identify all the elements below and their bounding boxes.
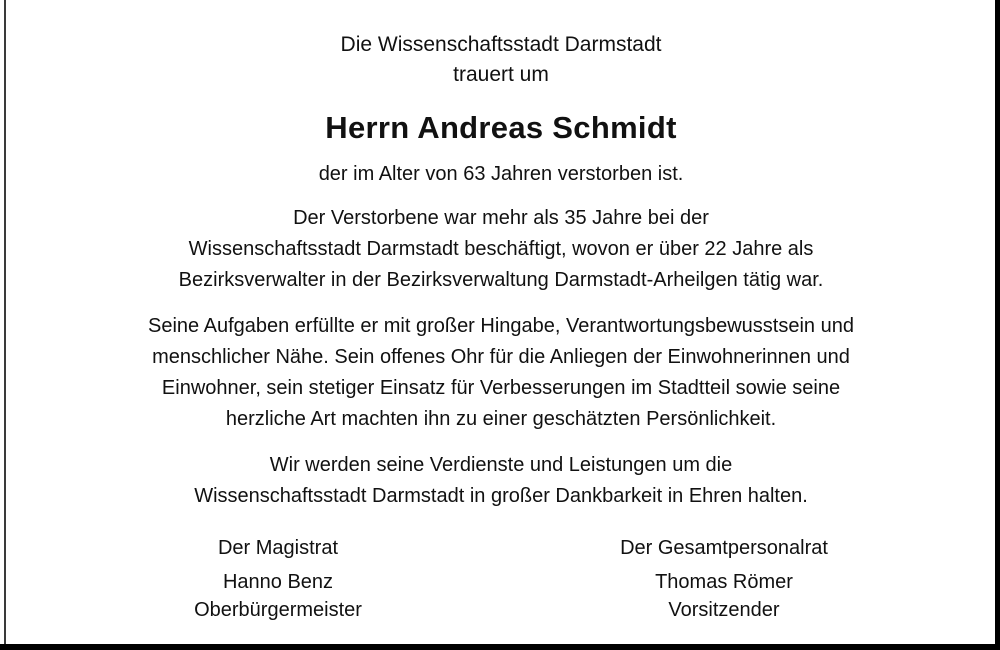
- paragraph-tribute-line: herzliche Art machten ihn zu einer geschätzten Persönlichkeit.: [225, 408, 777, 430]
- paragraph-career-line: Bezirksverwalter in der Bezirksverwaltung Darmstadt-Arheilgen tätig war.: [178, 269, 824, 291]
- signature-block: [55, 534, 947, 624]
- signature-right-organization: Der Gesamtpersonalrat: [620, 537, 828, 559]
- notice-content: [10, 0, 992, 624]
- scan-edge-right-bar: [995, 0, 1000, 650]
- paragraph-remembrance: [10, 450, 992, 512]
- paragraph-tribute: [10, 311, 992, 435]
- signature-left-name: Hanno Benz: [222, 571, 334, 593]
- scan-edge-bottom-bar: [0, 644, 1000, 650]
- paragraph-tribute-line: menschlicher Nähe. Sein offenes Ohr für die Anliegen der Einwohnerinnen und: [152, 346, 850, 368]
- intro-organization: Die Wissenschaftsstadt Darmstadt: [340, 33, 662, 56]
- paragraph-remembrance-line: Wir werden seine Verdienste und Leistungen um die: [269, 454, 733, 476]
- paragraph-remembrance-line: Wissenschaftsstadt Darmstadt in großer Dankbarkeit in Ehren halten.: [194, 485, 808, 507]
- signature-left-column: [55, 534, 501, 624]
- paragraph-tribute-line: Seine Aufgaben erfüllte er mit großer Hingabe, Verantwortungsbewusstsein und: [148, 315, 854, 337]
- scan-edge-left-line: [4, 0, 6, 650]
- signature-right-title: Vorsitzender: [668, 599, 780, 621]
- paragraph-tribute-line: Einwohner, sein stetiger Einsatz für Verbesserungen im Stadtteil sowie seine: [161, 377, 841, 399]
- deceased-name-heading: Herrn Andreas Schmidt: [325, 110, 677, 145]
- death-age-subtitle: der im Alter von 63 Jahren verstorben ist.: [318, 163, 684, 185]
- signature-left-title: Oberbürgermeister: [194, 599, 362, 621]
- paragraph-career-line: Wissenschaftsstadt Darmstadt beschäftigt, wovon er über 22 Jahre als: [188, 238, 814, 260]
- paragraph-career-line: Der Verstorbene war mehr als 35 Jahre bei der: [293, 207, 709, 229]
- signature-right-name: Thomas Römer: [655, 571, 793, 593]
- paragraph-career: [10, 203, 992, 296]
- signature-right-column: [501, 534, 947, 624]
- signature-left-organization: Der Magistrat: [217, 537, 339, 559]
- intro-mourning-phrase: trauert um: [453, 63, 549, 86]
